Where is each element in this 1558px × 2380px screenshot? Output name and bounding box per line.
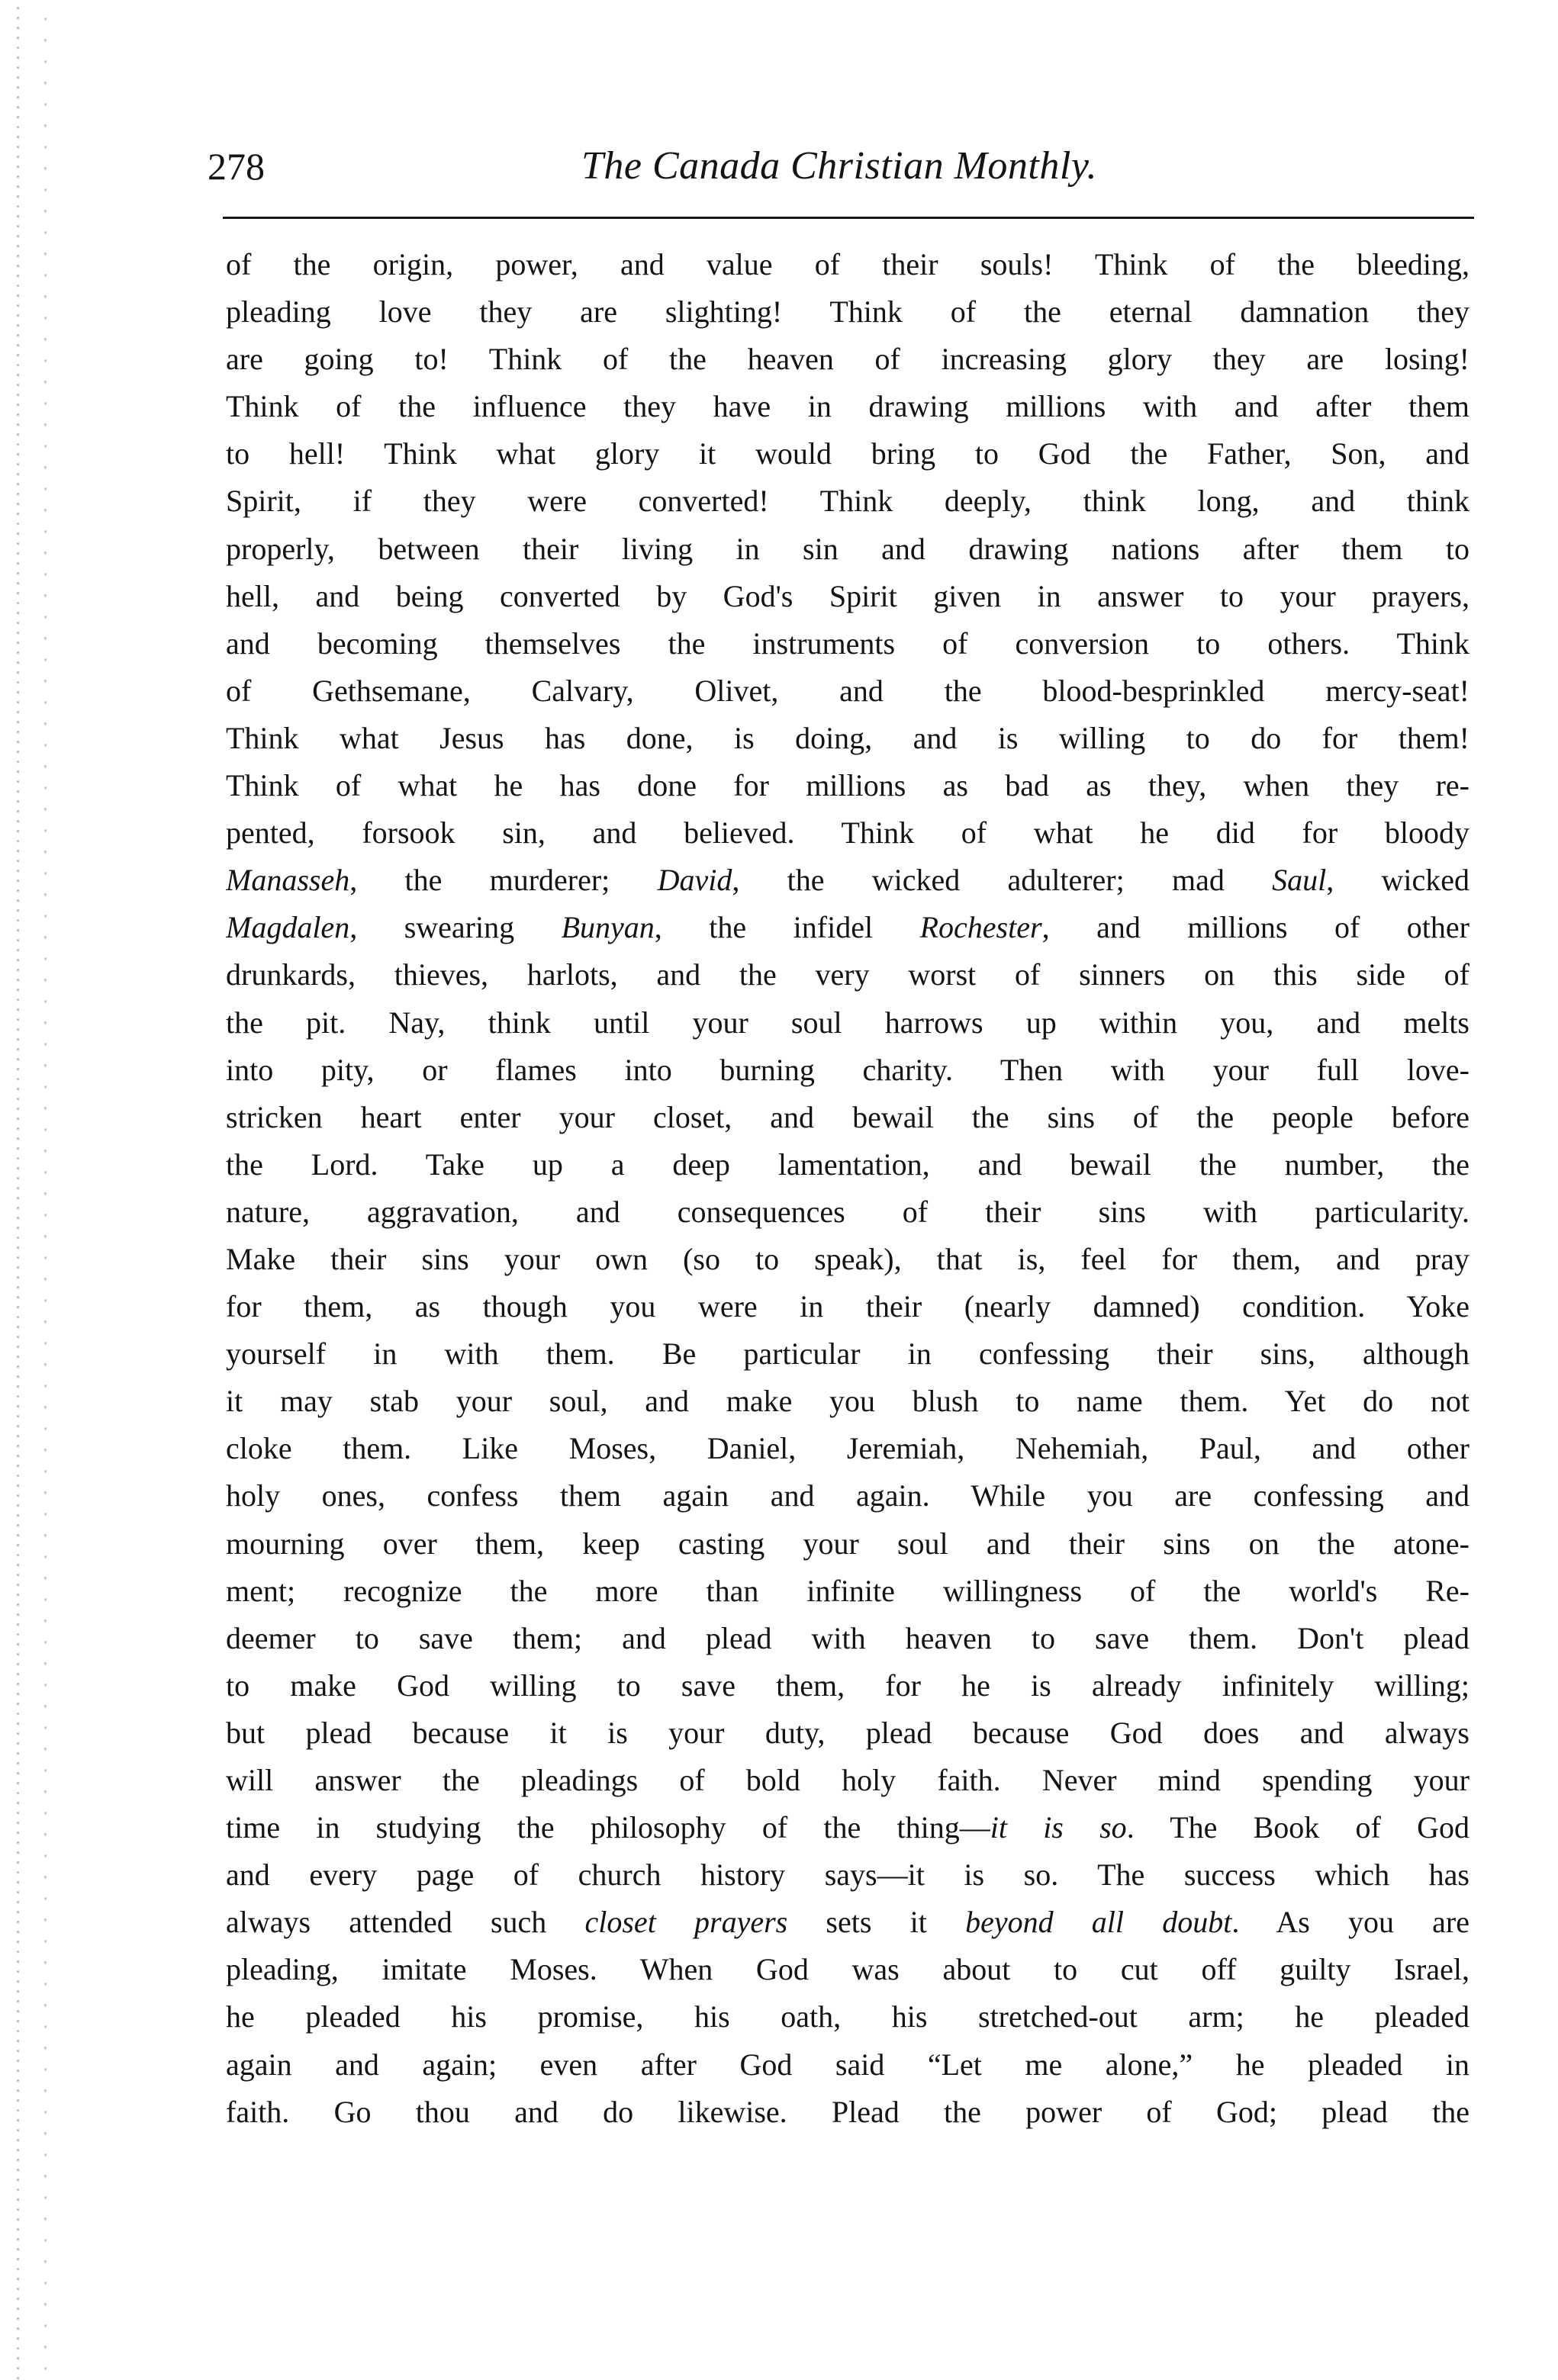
text-line: and becoming themselves the instruments of conversion to others. Think [226, 626, 1469, 661]
text-line: drunkards, thieves, harlots, and the very worst of sinners on this side of [226, 957, 1469, 992]
text-line: of Gethsemane, Calvary, Olivet, and the blood-besprinkled mercy-seat! [226, 673, 1469, 708]
text-line: cloke them. Like Moses, Daniel, Jeremiah, Nehemiah, Paul, and other [226, 1431, 1469, 1466]
italic-segment: Manasseh [226, 863, 350, 898]
text-line: pleading love they are slighting! Think of the eternal damnation they [226, 294, 1469, 330]
text-line: Make their sins your own (so to speak), that is, feel for them, and pray [226, 1241, 1469, 1276]
text-line: but plead because it is your duty, plead because God does and always [226, 1715, 1469, 1750]
italic-segment: David [657, 863, 732, 898]
text-line: are going to! Think of the heaven of increasing glory they are losing! [226, 342, 1469, 377]
text-line: hell, and being converted by God's Spirit given in answer to your prayers, [226, 578, 1469, 613]
text-line: again and again; even after God said “Let me alone,” he pleaded in [226, 2047, 1469, 2082]
italic-segment: Bunyan [561, 910, 655, 945]
italic-segment: it is so [990, 1810, 1127, 1845]
text-line: of the origin, power, and value of their souls! Think of the bleeding, [226, 247, 1469, 281]
italic-segment: Magdalen [226, 910, 350, 945]
text-line: it may stab your soul, and make you blush to name them. Yet do not [226, 1384, 1469, 1419]
text-line [226, 1804, 1469, 1851]
italic-segment: closet prayers [584, 1905, 788, 1940]
text-segment: , the murderer; [349, 863, 658, 898]
text-segment: , wicked [1326, 863, 1469, 898]
text-line: into pity, or flames into burning charity. Then with your full love- [226, 1052, 1469, 1087]
italic-segment: beyond all doubt [965, 1905, 1232, 1940]
text-segment: . The Book of God [1126, 1810, 1469, 1845]
scan-binding-edge [0, 0, 72, 2380]
text-line: stricken heart enter your closet, and bewail the sins of the people before [226, 1099, 1469, 1134]
text-segment: , swearing [349, 910, 562, 945]
text-line: nature, aggravation, and consequences of their sins with particularity. [226, 1194, 1469, 1229]
body-text [226, 241, 1469, 2136]
text-line: Think of what he has done for millions as bad as they, when they re- [226, 768, 1469, 803]
text-segment: . As you are [1231, 1905, 1469, 1940]
text-line: properly, between their living in sin and drawing nations after them to [226, 531, 1469, 566]
text-segment: always attended such [226, 1905, 585, 1940]
text-line: the pit. Nay, think until your soul harrows up within you, and melts [226, 1005, 1469, 1040]
text-line [226, 904, 1469, 951]
text-line: pleading, imitate Moses. When God was about to cut off guilty Israel, [226, 1952, 1469, 1987]
text-line: pented, forsook sin, and believed. Think of what he did for bloody [226, 815, 1469, 851]
page-header [208, 136, 1471, 197]
text-segment: , the infidel [654, 910, 920, 945]
text-line: deemer to save them; and plead with heaven to save them. Don't plead [226, 1620, 1469, 1655]
text-line: to make God willing to save them, for he is already infinitely willing; [226, 1668, 1469, 1703]
text-line: Think what Jesus has done, is doing, and is willing to do for them! [226, 720, 1469, 755]
text-line: Think of the influence they have in drawing millions with and after them [226, 389, 1469, 424]
text-line: to hell! Think what glory it would bring to God the Father, Son, and [226, 436, 1469, 471]
text-line: will answer the pleadings of bold holy faith. Never mind spending your [226, 1763, 1469, 1797]
text-line: holy ones, confess them again and again. While you are confessing and [226, 1478, 1469, 1513]
text-segment: , and millions of other [1041, 910, 1469, 945]
italic-segment: Saul [1272, 863, 1327, 898]
text-segment: time in studying the philosophy of the thing— [226, 1810, 990, 1845]
text-line: he pleaded his promise, his oath, his stretched-out arm; he pleaded [226, 1999, 1469, 2034]
text-line: mourning over them, keep casting your soul and their sins on the atone- [226, 1526, 1469, 1561]
text-line: for them, as though you were in their (nearly damned) condition. Yoke [226, 1289, 1469, 1324]
text-segment: sets it [787, 1905, 966, 1940]
italic-segment: Rochester [919, 910, 1042, 945]
text-segment: , the wicked adulterer; mad [732, 863, 1273, 898]
text-line [226, 857, 1469, 904]
running-title: The Canada Christian Monthly. [581, 144, 1098, 188]
page-number: 278 [208, 145, 265, 188]
text-line: faith. Go thou and do likewise. Plead the power of God; plead the [226, 2094, 1469, 2129]
text-line: the Lord. Take up a deep lamentation, and bewail the number, the [226, 1147, 1469, 1182]
text-line: and every page of church history says—it is so. The success which has [226, 1857, 1469, 1893]
text-line: ment; recognize the more than infinite willingness of the world's Re- [226, 1573, 1469, 1608]
header-rule [223, 217, 1474, 219]
text-line: yourself in with them. Be particular in confessing their sins, although [226, 1336, 1469, 1372]
text-line [226, 1899, 1469, 1946]
text-line: Spirit, if they were converted! Think deeply, think long, and think [226, 484, 1469, 519]
